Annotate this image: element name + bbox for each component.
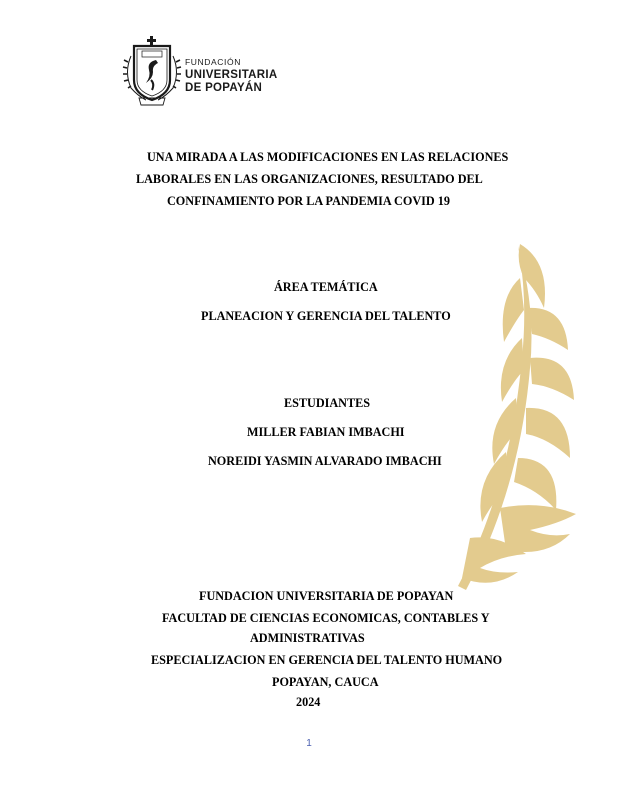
logo-line-3: DE POPAYÁN bbox=[185, 82, 263, 94]
gold-leaf-decoration-icon bbox=[440, 238, 590, 598]
faculty-line-2: ADMINISTRATIVAS bbox=[250, 631, 365, 645]
institution-name: FUNDACION UNIVERSITARIA DE POPAYAN bbox=[199, 589, 454, 603]
title-line-2: LABORALES EN LAS ORGANIZACIONES, RESULTADO DEL bbox=[136, 172, 483, 186]
area-heading: ÁREA TEMÁTICA bbox=[274, 280, 378, 294]
student-name-1: MILLER FABIAN IMBACHI bbox=[247, 425, 405, 439]
area-value: PLANEACION Y GERENCIA DEL TALENTO bbox=[201, 309, 451, 323]
title-line-1: UNA MIRADA A LAS MODIFICACIONES EN LAS RELACIONES bbox=[147, 150, 509, 164]
city: POPAYAN, CAUCA bbox=[272, 675, 379, 689]
year: 2024 bbox=[296, 695, 321, 709]
students-heading: ESTUDIANTES bbox=[284, 396, 371, 410]
university-logo bbox=[122, 36, 292, 106]
program-name: ESPECIALIZACION EN GERENCIA DEL TALENTO HUMANO bbox=[151, 653, 503, 667]
student-name-2: NOREIDI YASMIN ALVARADO IMBACHI bbox=[208, 454, 442, 468]
faculty-line-1: FACULTAD DE CIENCIAS ECONOMICAS, CONTABLES Y bbox=[162, 611, 490, 625]
title-line-3: CONFINAMIENTO POR LA PANDEMIA COVID 19 bbox=[167, 194, 450, 208]
logo-line-1: FUNDACIÓN bbox=[185, 57, 241, 67]
page-number: 1 bbox=[306, 738, 312, 749]
university-crest-icon bbox=[122, 36, 182, 106]
logo-wordmark bbox=[185, 56, 278, 95]
logo-line-2: UNIVERSITARIA bbox=[185, 69, 278, 81]
